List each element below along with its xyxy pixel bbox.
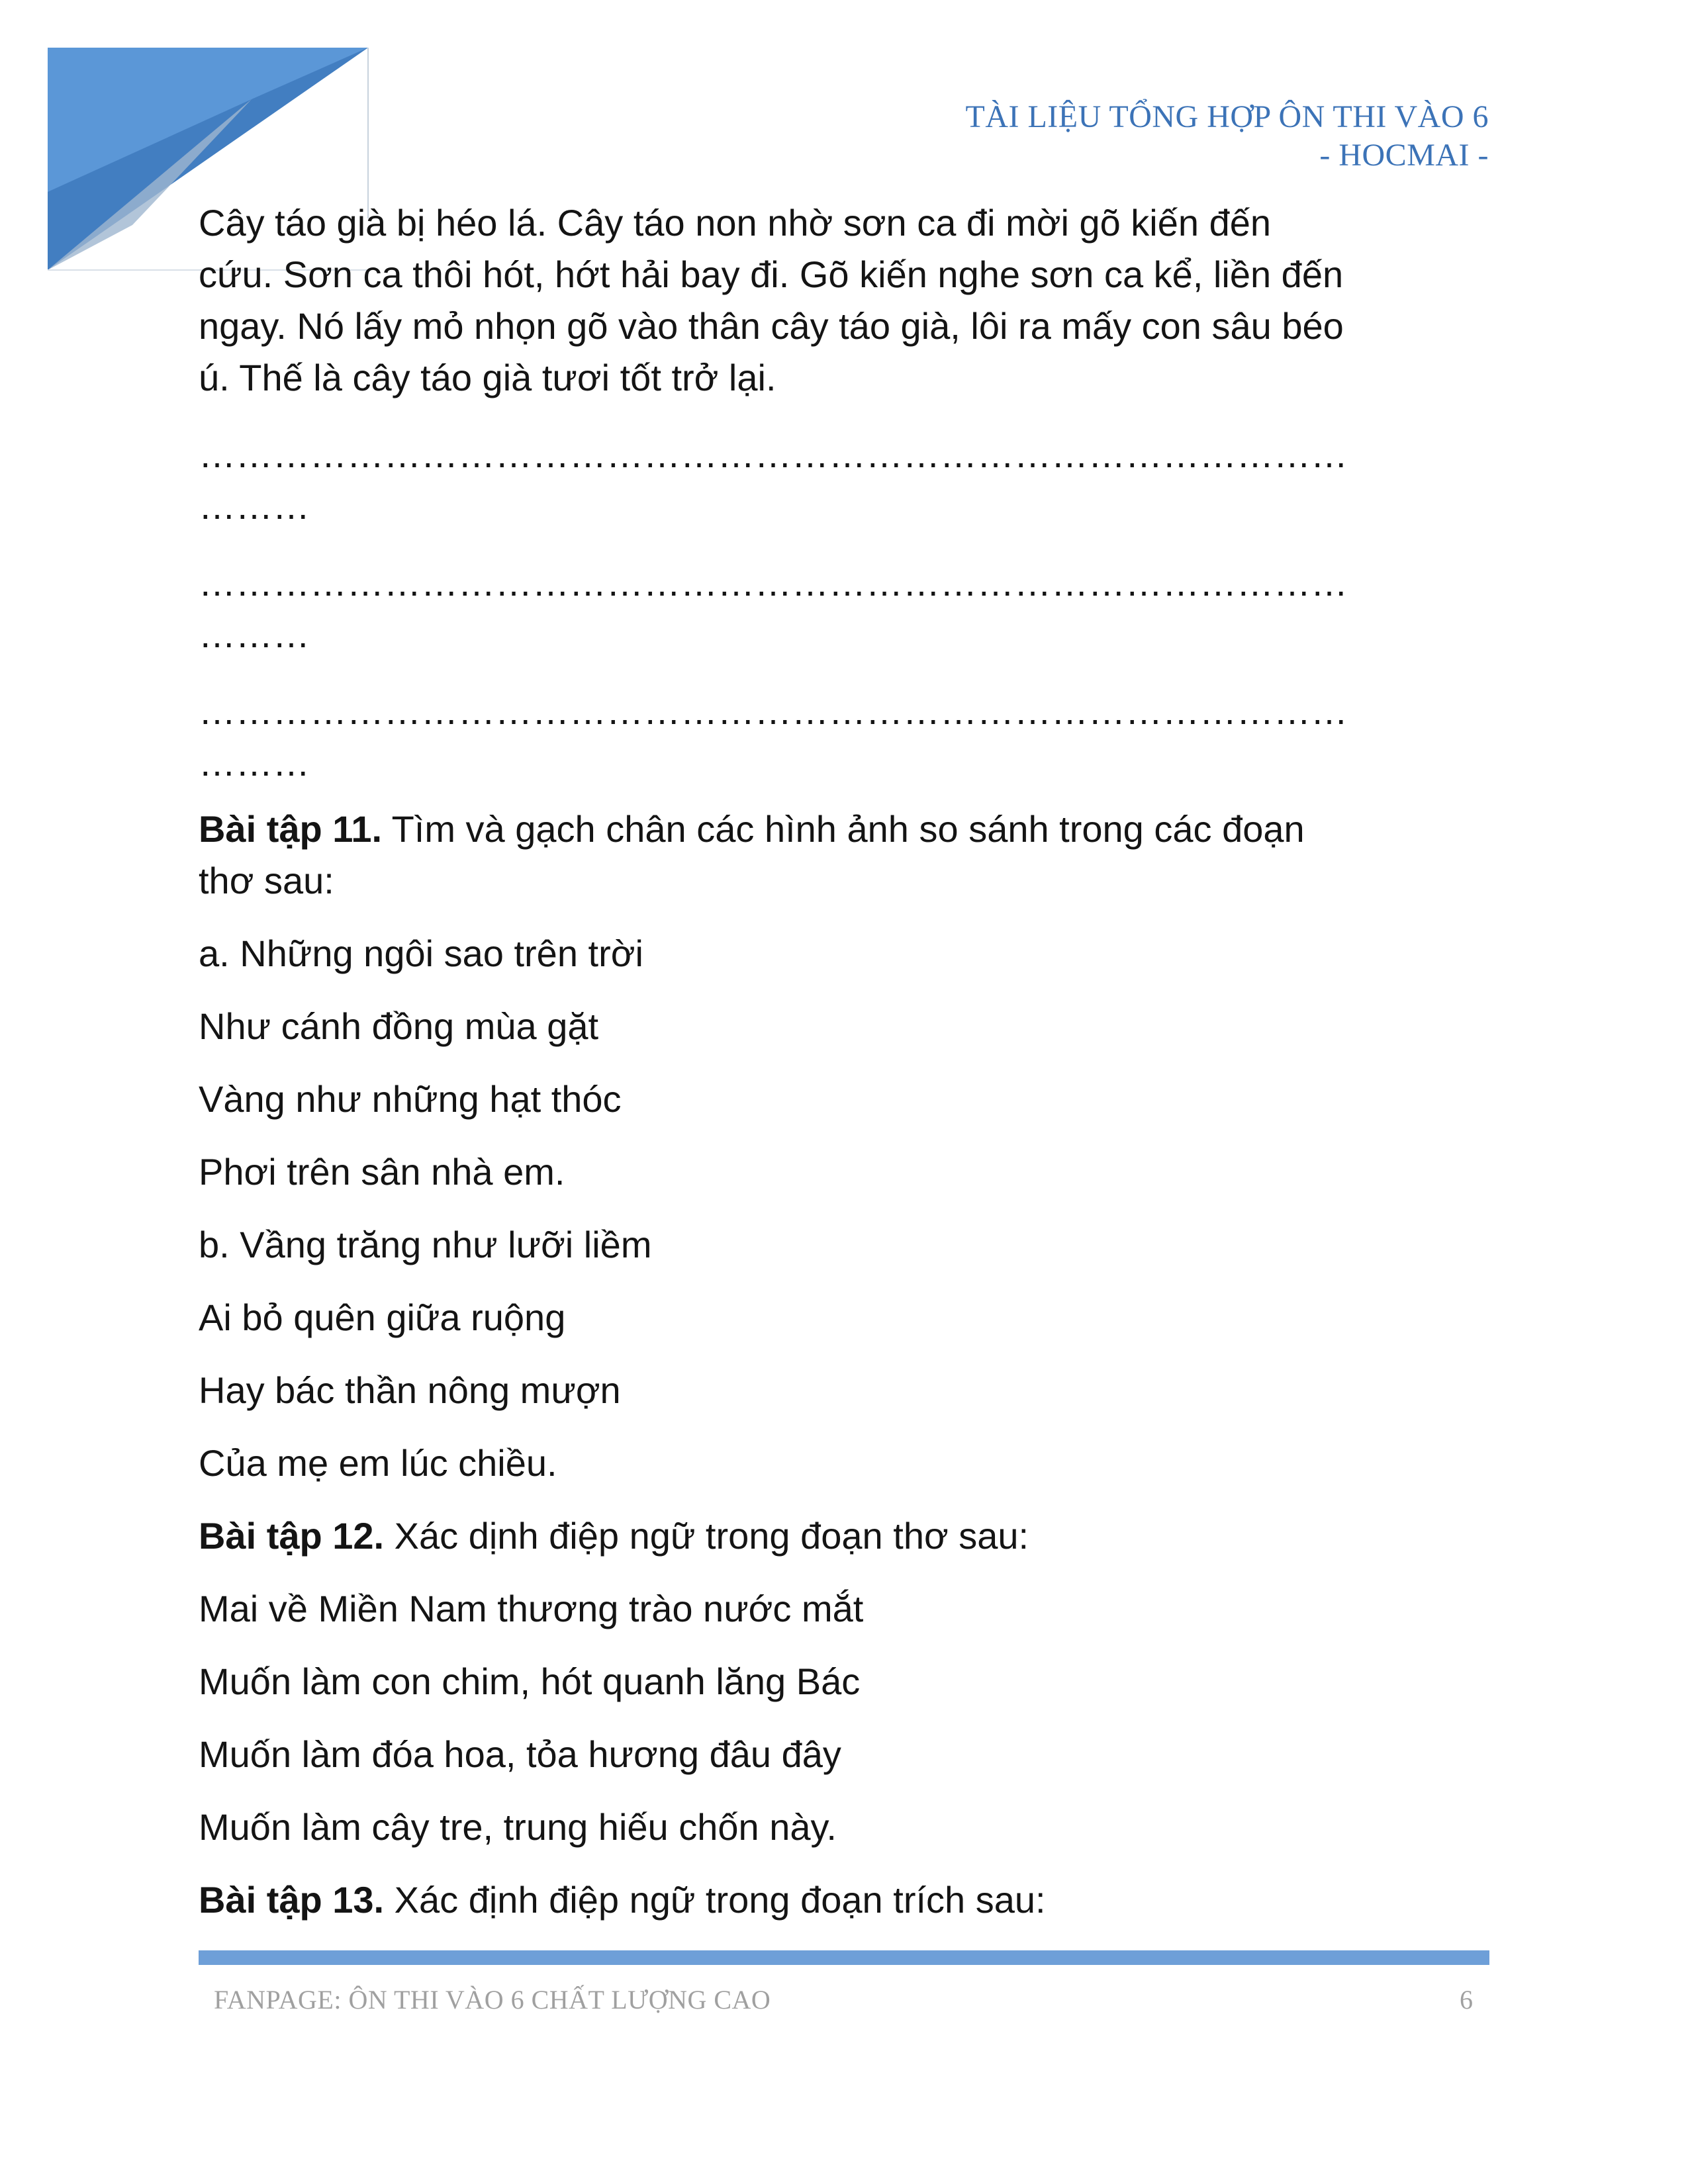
exercise-13-heading	[199, 1874, 1496, 1926]
exercise-11-label: Bài tập 11.	[199, 808, 383, 850]
answer-dots-cont: ………	[199, 614, 310, 655]
poem-line: Mai về Miền Nam thương trào nước mắt	[199, 1588, 864, 1629]
page-content	[199, 197, 1496, 1947]
poem-line: Phơi trên sân nhà em.	[199, 1151, 565, 1193]
document-header	[966, 98, 1489, 175]
exercise-12-heading	[199, 1510, 1496, 1562]
poem-line: a. Những ngôi sao trên trời	[199, 933, 643, 974]
exercise-11-prompt-cont: thơ sau:	[199, 860, 334, 901]
exercise-11-heading	[199, 803, 1496, 907]
page-number: 6	[1460, 1985, 1473, 2015]
story-line: ngay. Nó lấy mỏ nhọn gõ vào thân cây táo già, lôi ra mấy con sâu béo	[199, 305, 1344, 347]
footer-fanpage: FANPAGE: ÔN THI VÀO 6 CHẤT LƯỢNG CAO	[214, 1985, 771, 2015]
answer-dots-cont: ………	[199, 742, 310, 784]
poem-line: Như cánh đồng mùa gặt	[199, 1005, 599, 1047]
answer-line	[199, 686, 1496, 789]
exercise-11-prompt: Tìm và gạch chân các hình ảnh so sánh trong các đoạn	[382, 808, 1305, 850]
poem-line: Muốn làm cây tre, trung hiếu chốn này.	[199, 1806, 837, 1848]
poem-line: Muốn làm con chim, hót quanh lăng Bác	[199, 1661, 861, 1702]
header-subtitle: - HOCMAI -	[1319, 138, 1489, 173]
answer-line	[199, 557, 1496, 660]
poem-line: Ai bỏ quên giữa ruộng	[199, 1297, 566, 1338]
footer-divider	[199, 1950, 1489, 1965]
answer-line	[199, 429, 1496, 532]
poem-line: Hay bác thần nông mượn	[199, 1369, 621, 1411]
story-line: ú. Thế là cây táo già tươi tốt trở lại.	[199, 357, 776, 398]
story-paragraph	[199, 197, 1496, 404]
poem-line: Vàng như những hạt thóc	[199, 1078, 622, 1120]
answer-dots: …………………………………………………………………………………	[199, 690, 1348, 732]
exercise-12-prompt: Xác dịnh điệp ngữ trong đoạn thơ sau:	[384, 1515, 1029, 1557]
header-title: TÀI LIỆU TỔNG HỢP ÔN THI VÀO 6	[965, 99, 1489, 134]
exercise-13-label: Bài tập 13.	[199, 1879, 385, 1921]
answer-dots: …………………………………………………………………………………	[199, 562, 1348, 604]
exercise-13-prompt: Xác định điệp ngữ trong đoạn trích sau:	[384, 1879, 1046, 1921]
poem-line: Muốn làm đóa hoa, tỏa hương đâu đây	[199, 1733, 841, 1775]
answer-dots: …………………………………………………………………………………	[199, 433, 1348, 475]
story-line: Cây táo già bị héo lá. Cây táo non nhờ sơn ca đi mời gõ kiến đến	[199, 202, 1272, 244]
story-line: cứu. Sơn ca thôi hót, hớt hải bay đi. Gõ kiến nghe sơn ca kể, liền đến	[199, 253, 1344, 295]
answer-dots-cont: ………	[199, 485, 310, 527]
exercise-12-label: Bài tập 12.	[199, 1515, 385, 1557]
poem-line: b. Vầng trăng như lưỡi liềm	[199, 1224, 652, 1265]
poem-line: Của mẹ em lúc chiều.	[199, 1442, 557, 1484]
